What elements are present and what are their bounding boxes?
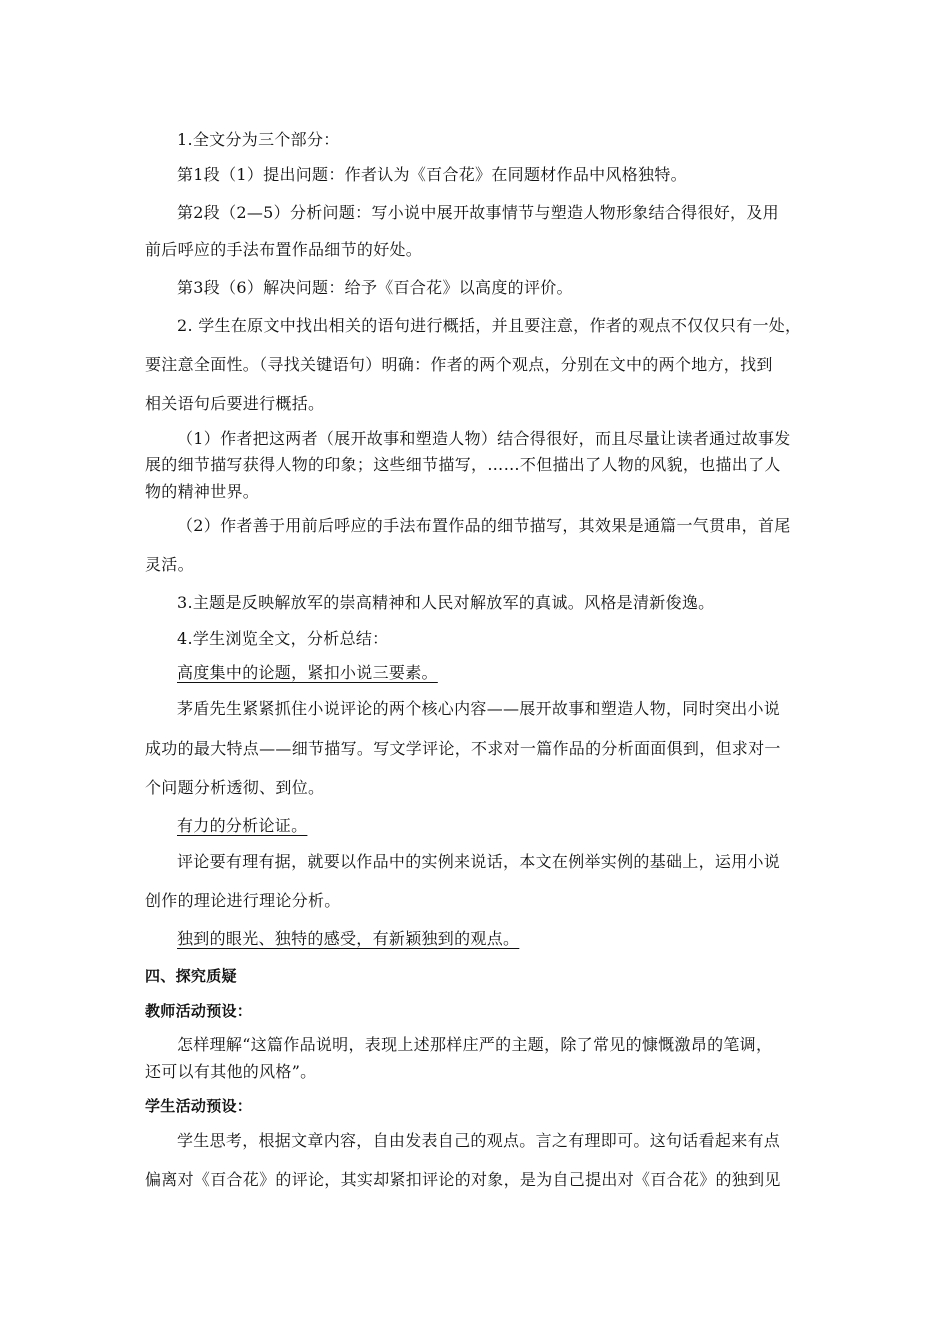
para-view-1-line-2: 展的细节描写获得人物的印象；这些细节描写，……不但描出了人物的风貌，也描出了人: [145, 455, 781, 474]
subheading-focused-topic: 高度集中的论题，紧扣小说三要素。: [177, 663, 438, 682]
section-heading-inquiry: 四、探究质疑: [145, 967, 237, 985]
para-mao-dun-line-3: 个问题分析透彻、到位。: [145, 778, 325, 797]
para-mao-dun-line-1: 茅盾先生紧紧抓住小说评论的两个核心内容——展开故事和塑造人物，同时突出小说: [177, 699, 781, 718]
para-section-1: 第1段（1）提出问题：作者认为《百合花》在同题材作品中风格独特。: [177, 165, 687, 184]
para-answer-line-1: 学生思考，根据文章内容，自由发表自己的观点。言之有理即可。这句话看起来有点: [177, 1131, 781, 1150]
para-mao-dun-line-2: 成功的最大特点——细节描写。写文学评论，不求对一篇作品的分析面面俱到，但求对一: [145, 739, 781, 758]
para-structure-heading: 1.全文分为三个部分：: [177, 130, 340, 149]
para-theme: 3.主题是反映解放军的崇高精神和人民对解放军的真诚。风格是清新俊逸。: [177, 593, 715, 612]
para-section-2-line-2: 前后呼应的手法布置作品细节的好处。: [145, 240, 423, 259]
para-question-line-1: 怎样理解“这篇作品说明，表现上述那样庄严的主题，除了常见的慷慨激昂的笔调，: [177, 1035, 773, 1054]
para-question-line-2: 还可以有其他的风格”。: [145, 1062, 317, 1081]
subheading-unique-view: 独到的眼光、独特的感受，有新颖独到的观点。: [177, 929, 520, 948]
para-answer-line-2: 偏离对《百合花》的评论，其实却紧扣评论的对象，是为自己提出对《百合花》的独到见: [145, 1170, 781, 1189]
para-point-2-line-2: 要注意全面性。（寻找关键语句）明确：作者的两个观点，分别在文中的两个地方，找到: [145, 355, 773, 374]
para-summary-heading: 4.学生浏览全文，分析总结：: [177, 629, 389, 648]
para-view-1-line-1: （1）作者把这两者（展开故事和塑造人物）结合得很好，而且尽量让读者通过故事发: [177, 429, 791, 448]
para-evidence-line-1: 评论要有理有据，就要以作品中的实例来说话，本文在例举实例的基础上，运用小说: [177, 852, 781, 871]
para-evidence-line-2: 创作的理论进行理论分析。: [145, 891, 341, 910]
subheading-strong-argument: 有力的分析论证。: [177, 816, 308, 835]
para-section-2-line-1: 第2段（2—5）分析问题：写小说中展开故事情节与塑造人物形象结合得很好，及用: [177, 203, 779, 222]
para-point-2-line-1: 2. 学生在原文中找出相关的语句进行概括，并且要注意，作者的观点不仅仅只有一处，: [177, 316, 802, 335]
para-section-3: 第3段（6）解决问题：给予《百合花》以高度的评价。: [177, 278, 573, 297]
para-view-1-line-3: 物的精神世界。: [145, 482, 260, 501]
label-teacher-activity: 教师活动预设：: [145, 1002, 253, 1020]
label-student-activity: 学生活动预设：: [145, 1097, 253, 1115]
para-view-2-line-1: （2）作者善于用前后呼应的手法布置作品的细节描写，其效果是通篇一气贯串，首尾: [177, 516, 791, 535]
para-point-2-line-3: 相关语句后要进行概括。: [145, 394, 325, 413]
para-view-2-line-2: 灵活。: [145, 555, 194, 574]
